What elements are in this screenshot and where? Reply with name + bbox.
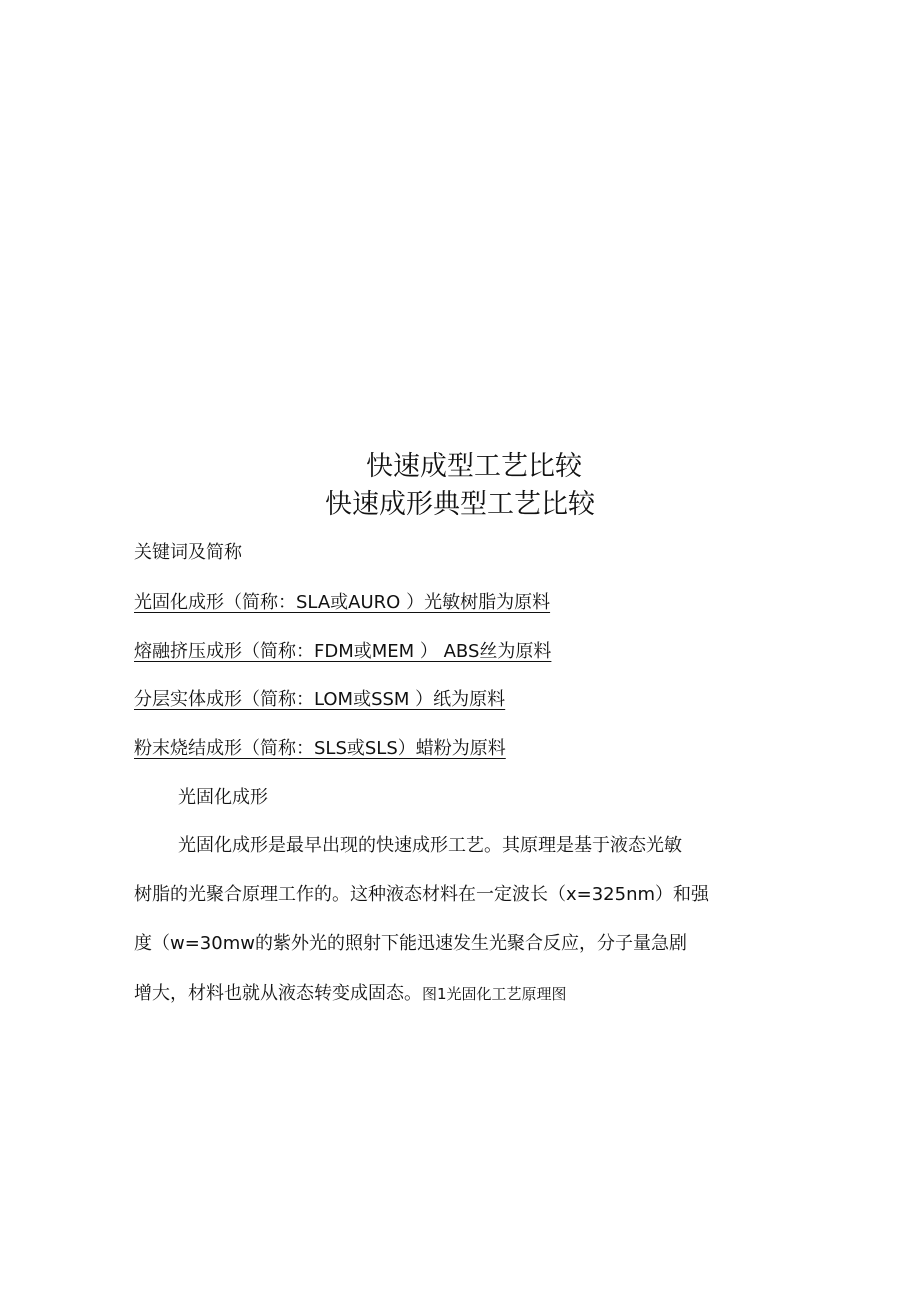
document-subtitle: 快速成形典型工艺比较 xyxy=(325,489,595,520)
paragraph-line: 增大，材料也就从液态转变成固态。 xyxy=(134,983,422,1004)
figure-caption: 图1光固化工艺原理图 xyxy=(422,985,567,1003)
paragraph-line: 度（w=30mw的紫外光的照射下能迅速发生光聚合反应，分子量急剧 xyxy=(134,933,687,954)
paragraph-last-line xyxy=(134,982,567,1006)
paragraph-line: 光固化成形是最早出现的快速成形工艺。其原理是基于液态光敏 xyxy=(178,835,682,856)
paragraph-line: 树脂的光聚合原理工作的。这种液态材料在一定波长（x=325nm）和强 xyxy=(134,884,710,905)
keywords-heading: 关键词及简称 xyxy=(134,542,242,563)
section-heading: 光固化成形 xyxy=(178,787,268,808)
document-title: 快速成型工艺比较 xyxy=(366,451,582,482)
keyword-line-fdm: 熔融挤压成形（简称：FDM或MEM ） ABS丝为原料 xyxy=(134,641,552,662)
keyword-line-sls: 粉末烧结成形（简称：SLS或SLS）蜡粉为原料 xyxy=(134,738,506,759)
keyword-line-sla: 光固化成形（简称：SLA或AURO ）光敏树脂为原料 xyxy=(134,592,551,613)
keyword-line-lom: 分层实体成形（简称：LOM或SSM ）纸为原料 xyxy=(134,689,506,710)
